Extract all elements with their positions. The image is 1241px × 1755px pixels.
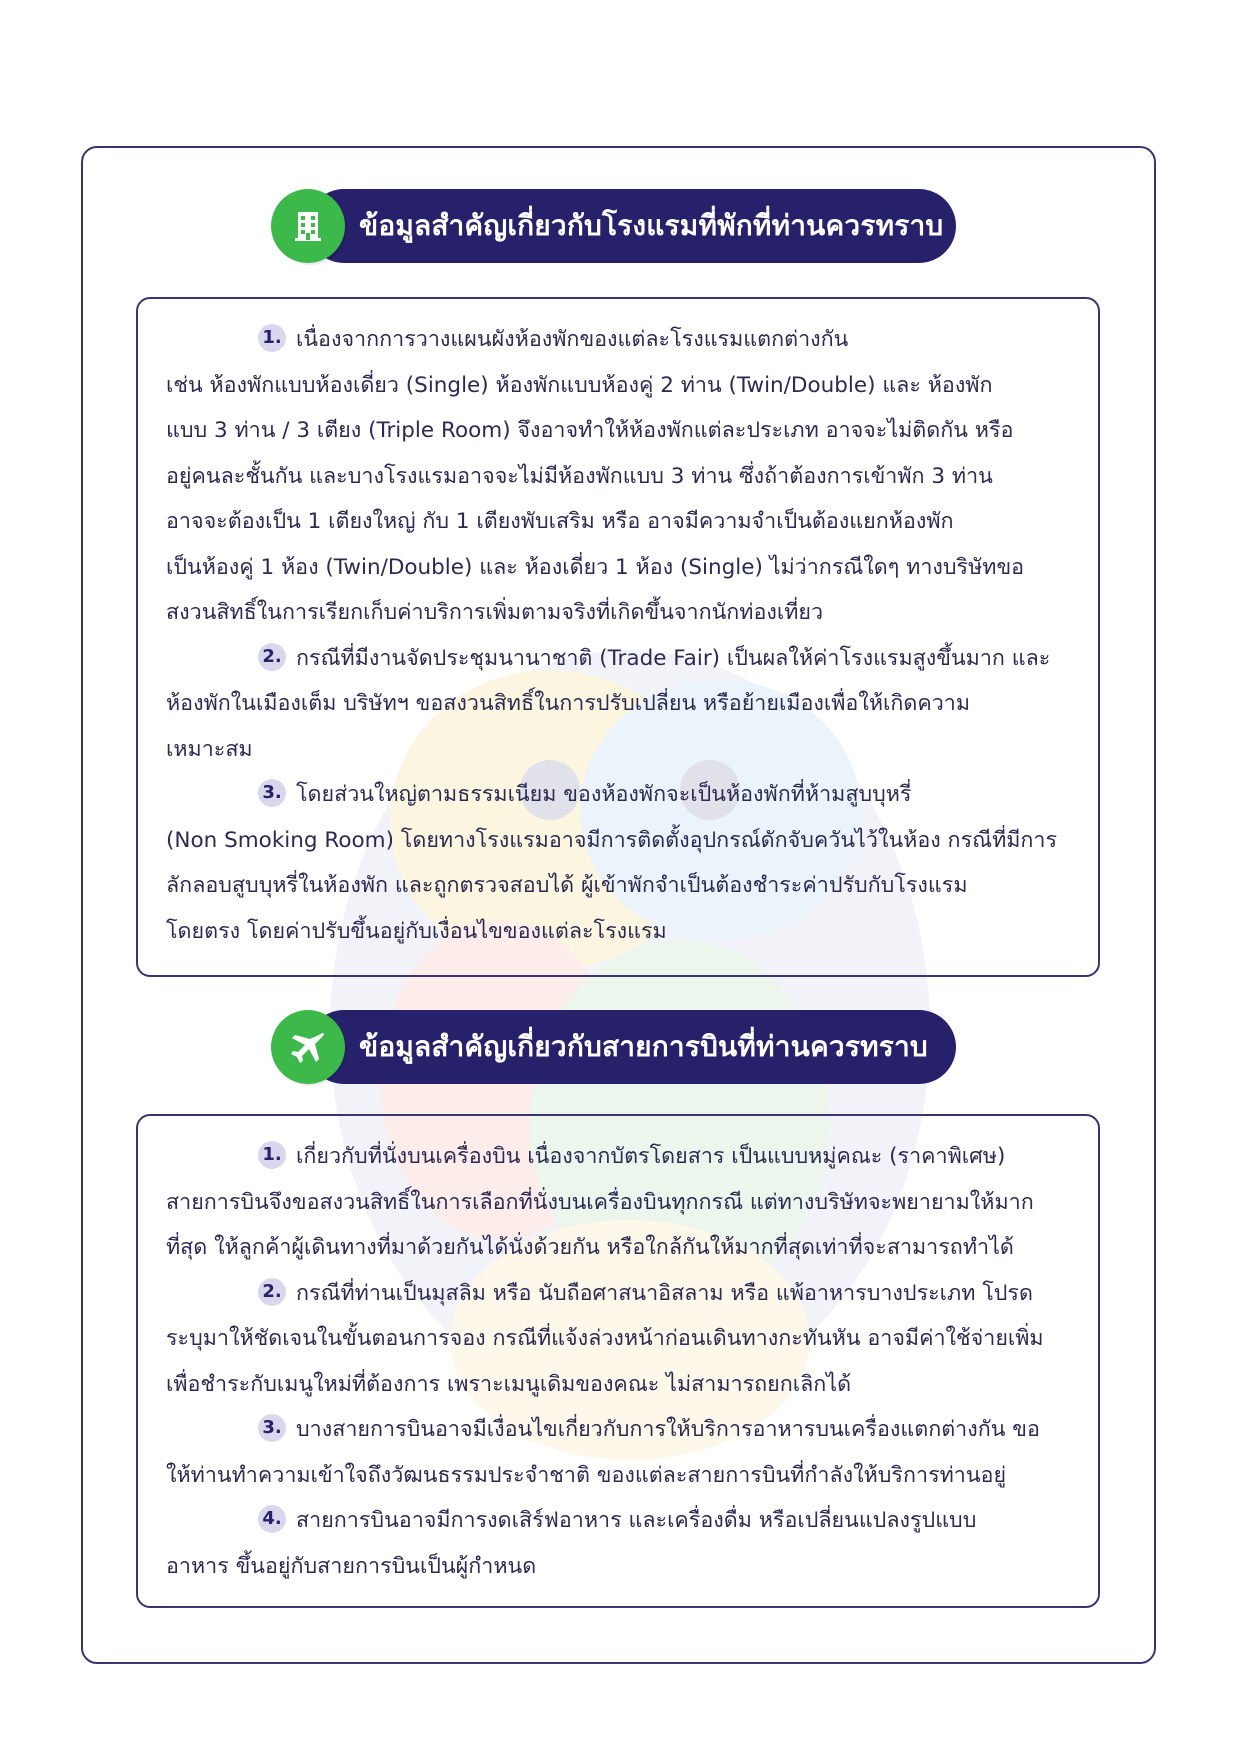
item-text: เป็นห้องคู่ 1 ห้อง (Twin/Double) และ ห้องเดี่ยว 1 ห้อง (Single) ไม่ว่ากรณีใดๆ ทางบริษัทขอ — [166, 554, 1025, 580]
item-number: 1. — [258, 324, 286, 352]
section-title-pill — [307, 1010, 956, 1084]
item-text: อาจจะต้องเป็น 1 เตียงใหญ่ กับ 1 เตียงพับเสริม หรือ อาจมีความจำเป็นต้องแยกห้องพัก — [166, 509, 954, 534]
section-title: ข้อมูลสำคัญเกี่ยวกับสายการบินที่ท่านควรทราบ — [359, 1030, 928, 1063]
list-item — [166, 317, 1072, 636]
item-text: ที่สุด ให้ลูกค้าผู้เดินทางที่มาด้วยกันได้นั่งด้วยกัน หรือใกล้กันให้มากที่สุดเท่าที่จะสามารถทำได้ — [166, 1235, 1014, 1260]
item-text: บางสายการบินอาจมีเงื่อนไขเกี่ยวกับการให้บริการอาหารบนเครื่องแตกต่างกัน ขอ — [296, 1417, 1040, 1442]
item-number: 3. — [258, 779, 286, 807]
item-number: 2. — [258, 643, 286, 671]
item-text: เหมาะสม — [166, 736, 253, 762]
list-item — [166, 1134, 1072, 1271]
item-text: กรณีที่มีงานจัดประชุมนานาชาติ (Trade Fair) เป็นผลให้ค่าโรงแรมสูงขึ้นมาก และ — [296, 645, 1051, 671]
item-text: เนื่องจากการวางแผนผังห้องพักของแต่ละโรงแรมแตกต่างกัน — [296, 327, 849, 352]
item-text: เกี่ยวกับที่นั่งบนเครื่องบิน เนื่องจากบัตรโดยสาร เป็นแบบหมู่คณะ (ราคาพิเศษ) — [296, 1144, 1006, 1169]
item-text: ห้องพักในเมืองเต็ม บริษัทฯ ขอสงวนสิทธิ์ในการปรับเปลี่ยน หรือย้ายเมืองเพื่อให้เกิดความ — [166, 691, 971, 716]
item-number: 3. — [258, 1414, 286, 1442]
item-text: สายการบินอาจมีการงดเสิร์ฟอาหาร และเครื่องดื่ม หรือเปลี่ยนแปลงรูปแบบ — [296, 1508, 977, 1533]
airline-info-box — [136, 1114, 1100, 1608]
item-number: 1. — [258, 1141, 286, 1169]
item-text: อยู่คนละชั้นกัน และบางโรงแรมอาจจะไม่มีห้องพักแบบ 3 ท่าน ซึ่งถ้าต้องการเข้าพัก 3 ท่าน — [166, 463, 993, 489]
list-item — [166, 1271, 1072, 1408]
item-text: (Non Smoking Room) โดยทางโรงแรมอาจมีการติดตั้งอุปกรณ์ดักจับควันไว้ในห้อง กรณีที่มีการ — [166, 827, 1058, 853]
list-item — [166, 636, 1072, 773]
item-text: เพื่อชำระกับเมนูใหม่ที่ต้องการ เพราะเมนูเดิมของคณะ ไม่สามารถยกเลิกได้ — [166, 1371, 852, 1397]
list-item — [166, 1498, 1072, 1589]
airplane-icon — [271, 1010, 345, 1084]
section-title: ข้อมูลสำคัญเกี่ยวกับโรงแรมที่พักที่ท่านควรทราบ — [359, 209, 944, 242]
item-text: เช่น ห้องพักแบบห้องเดี่ยว (Single) ห้องพักแบบห้องคู่ 2 ท่าน (Twin/Double) และ ห้องพัก — [166, 372, 993, 398]
item-text: สายการบินจึงขอสงวนสิทธิ์ในการเลือกที่นั่งบนเครื่องบินทุกกรณี แต่ทางบริษัทจะพยายามให้มาก — [166, 1189, 1034, 1215]
section-title-pill — [307, 189, 956, 263]
item-text: ระบุมาให้ชัดเจนในขั้นตอนการจอง กรณีที่แจ้งล่วงหน้าก่อนเดินทางกะทันหัน อาจมีค่าใช้จ่ายเพิ่ม — [166, 1326, 1044, 1351]
item-text: ให้ท่านทำความเข้าใจถึงวัฒนธรรมประจำชาติ ของแต่ละสายการบินที่กำลังให้บริการท่านอยู่ — [166, 1462, 1007, 1488]
list-item — [166, 772, 1072, 954]
item-text: กรณีที่ท่านเป็นมุสลิม หรือ นับถือศาสนาอิสลาม หรือ แพ้อาหารบางประเภท โปรด — [296, 1280, 1033, 1306]
item-text: แบบ 3 ท่าน / 3 เตียง (Triple Room) จึงอาจทำให้ห้องพักแต่ละประเภท อาจจะไม่ติดกัน หรือ — [166, 418, 1014, 443]
section-header-airline — [271, 1010, 956, 1084]
list-item — [166, 1407, 1072, 1498]
item-text: อาหาร ขึ้นอยู่กับสายการบินเป็นผู้กำหนด — [166, 1553, 537, 1579]
item-text: สงวนสิทธิ์ในการเรียกเก็บค่าบริการเพิ่มตามจริงที่เกิดขึ้นจากนักท่องเที่ยว — [166, 600, 824, 625]
item-text: โดยส่วนใหญ่ตามธรรมเนียม ของห้องพักจะเป็นห้องพักที่ห้ามสูบบุหรี่ — [296, 782, 912, 807]
item-text: ลักลอบสูบบุหรี่ในห้องพัก และถูกตรวจสอบได้ ผู้เข้าพักจำเป็นต้องชำระค่าปรับกับโรงแรม — [166, 873, 968, 898]
hotel-info-box — [136, 297, 1100, 977]
item-number: 4. — [258, 1505, 286, 1533]
section-header-hotel — [271, 189, 956, 263]
building-icon — [271, 189, 345, 263]
item-text: โดยตรง โดยค่าปรับขึ้นอยู่กับเงื่อนไขของแต่ละโรงแรม — [166, 918, 667, 944]
item-number: 2. — [258, 1278, 286, 1306]
